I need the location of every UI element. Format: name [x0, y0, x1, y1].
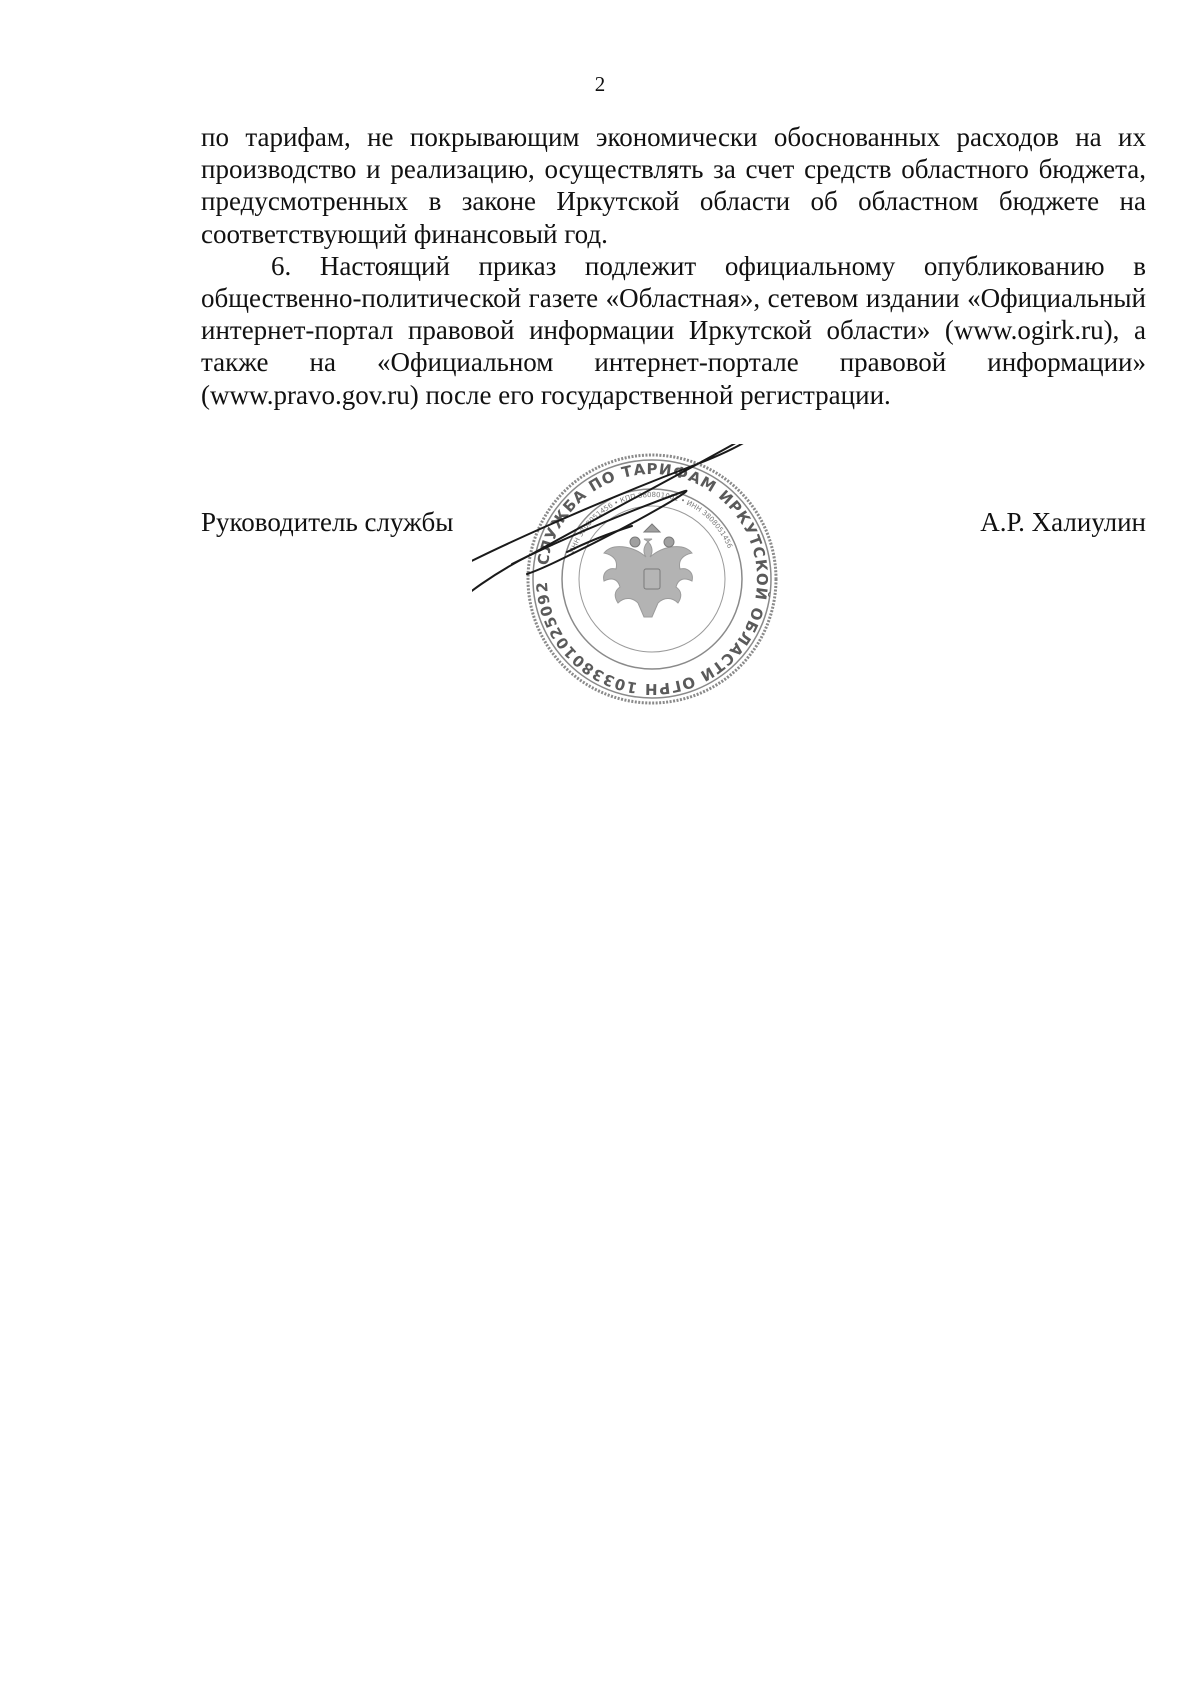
paragraph-continuation: по тарифам, не покрывающим экономически обоснованных расходов на их производство и реализацию, осуществлять за счет средств областного бюджета, предусмотренных в законе Иркутской области об областном бюджете на соответствующий финансовый год. [201, 122, 1146, 249]
seal-inner-ring-text: ИНН 3808051456 • КПП 380801001 • ИНН 3808051456 [568, 490, 734, 555]
paragraph-item-6: 6. Настоящий приказ подлежит официальному опубликованию в общественно-политической газете «Областная», сетевом издании «Официальный интернет-портал правовой информации Иркутской области» (www.ogirk.ru), а также на «Официальном интернет-портале правовой информации» (www.pravo.gov.ru) после его государственной регистрации. [201, 250, 1146, 410]
signatory-title: Руководитель службы [201, 507, 454, 537]
signatory-name: А.Р. Халиулин [980, 507, 1146, 537]
seal-signature-graphic [472, 444, 832, 714]
document-body [201, 121, 1146, 411]
official-seal [472, 444, 832, 714]
coat-of-arms-icon [604, 524, 693, 617]
seal-ring-text: СЛУЖБА ПО ТАРИФАМ ИРКУТСКОЙ ОБЛАСТИ ОГРН 1033801025092 [532, 459, 772, 699]
page-number: 2 [594, 72, 606, 96]
